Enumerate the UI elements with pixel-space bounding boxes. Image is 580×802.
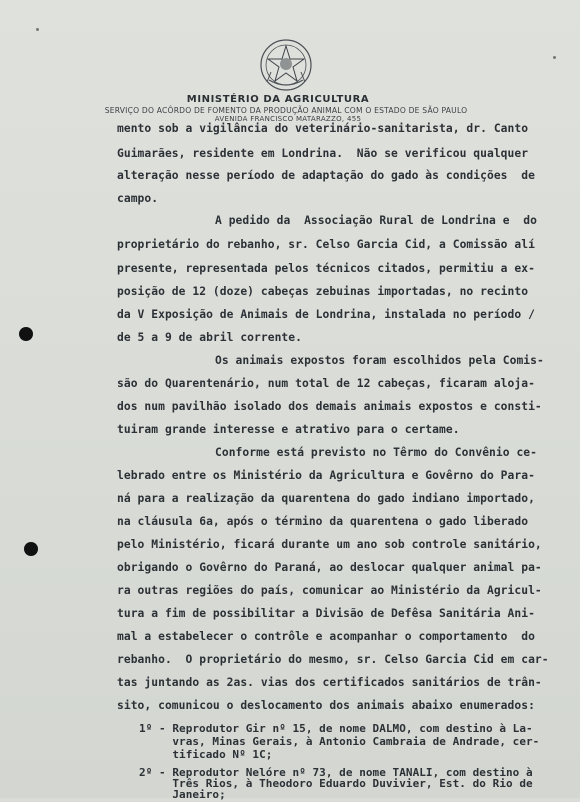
body-line: Guimarães, residente em Londrina. Não se verificou qualquer <box>117 147 529 160</box>
body-line: mento sob a vigilância do veterinário-sanitarista, dr. Canto <box>117 122 529 135</box>
binder-hole <box>19 327 33 341</box>
body-line: tura a fim de possibilitar a Divisão de Defêsa Sanitária Ani- <box>117 607 535 620</box>
paper-speck <box>553 56 556 59</box>
list-item-line: Janeiro; <box>139 788 226 801</box>
body-line: mal a estabelecer o contrôle e acompanhar o comportamento do <box>117 630 535 643</box>
body-line: ná para a realização da quarentena do gado indiano importado, <box>117 492 535 505</box>
list-item-line: 1º - Reprodutor Gir nº 15, de nome DALMO, com destino à La- <box>139 722 533 735</box>
letterhead-address: AVENIDA FRANCISCO MATARAZZO, 455 <box>214 115 362 123</box>
letterhead-ministry: MINISTÉRIO DA AGRICULTURA <box>186 94 370 105</box>
body-line: presente, representada pelos técnicos citados, permitiu a ex- <box>117 262 535 275</box>
body-line: tuiram grande interesse e atrativo para o certame. <box>117 423 460 436</box>
body-line: ra outras regiões do país, comunicar ao Ministério da Agricul- <box>117 584 542 597</box>
body-line: sito, comunicou o deslocamento dos animais abaixo enumerados: <box>117 699 535 712</box>
list-item-line: Três Rios, à Theodoro Eduardo Duvivier, Est. do Rio de <box>139 777 533 790</box>
body-line: Conforme está previsto no Têrmo do Convênio ce- <box>215 446 538 459</box>
body-line: tas juntando as 2as. vias dos certificados sanitários de trân- <box>117 676 542 689</box>
body-line: são do Quarentenário, num total de 12 cabeças, ficaram aloja- <box>117 377 535 390</box>
coat-of-arms-seal <box>259 38 313 92</box>
list-item-line: 2º - Reprodutor Nelóre nº 73, de nome TANALI, com destino à <box>139 766 533 779</box>
paper-speck <box>36 28 39 31</box>
body-line: lebrado entre os Ministério da Agricultura e Govêrno do Para- <box>117 469 535 482</box>
body-line: campo. <box>117 192 159 205</box>
body-line: de 5 a 9 de abril corrente. <box>117 331 302 344</box>
body-line: na cláusula 6a, após o término da quarentena o gado liberado <box>117 515 529 528</box>
body-line: posição de 12 (doze) cabeças zebuinas importadas, no recinto <box>117 285 529 298</box>
binder-hole <box>24 542 38 556</box>
body-line: proprietário do rebanho, sr. Celso Garcia Cid, a Comissão alí <box>117 238 535 251</box>
list-item-line: vras, Minas Gerais, à Antonio Cambraia de Andrade, cer- <box>139 735 540 748</box>
body-line: Os animais expostos foram escolhidos pela Comis- <box>215 354 544 367</box>
list-item-line: tificado Nº 1C; <box>139 748 273 761</box>
body-line: obrigando o Govêrno do Paraná, ao deslocar qualquer animal pa- <box>117 561 542 574</box>
body-line: da V Exposição de Animais de Londrina, instalada no período / <box>117 308 535 321</box>
body-line: alteração nesse período de adaptação do gado às condições de <box>117 169 535 182</box>
body-line: A pedido da Associação Rural de Londrina e do <box>215 214 538 227</box>
body-line: rebanho. O proprietário do mesmo, sr. Celso Garcia Cid em car- <box>117 653 549 666</box>
letterhead-service: SERVIÇO DO ACÔRDO DE FOMENTO DA PRODUÇÃO ANIMAL COM O ESTADO DE SÃO PAULO <box>104 106 468 115</box>
body-line: dos num pavilhão isolado dos demais animais expostos e consti- <box>117 400 542 413</box>
body-line: pelo Ministério, ficará durante um ano sob controle sanitário, <box>117 538 542 551</box>
